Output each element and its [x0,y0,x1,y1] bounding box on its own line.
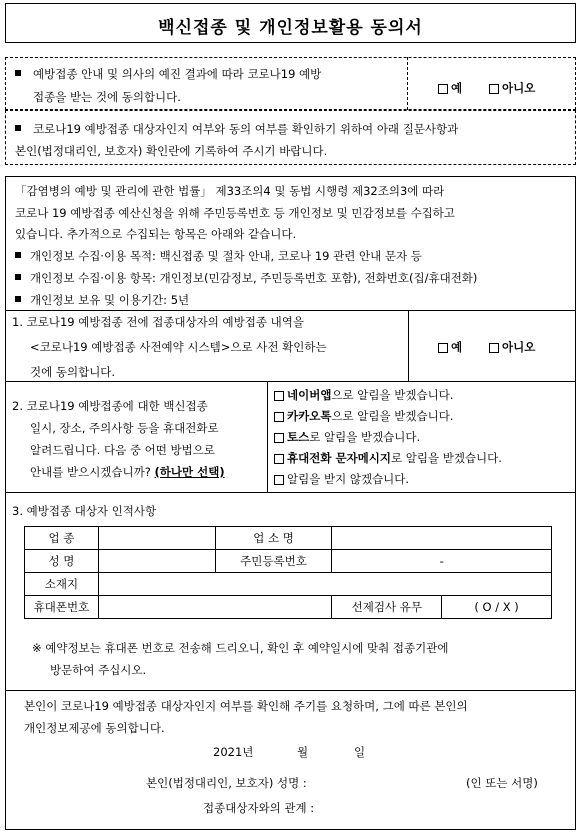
consent-divider [407,57,408,110]
notice-text-2: 본인(법정대리인, 보호자) 확인란에 기록하여 주시기 바랍니다. [15,144,328,158]
table-row [25,527,552,550]
rrn-field[interactable]: - [332,550,552,573]
label-address: 소재지 [25,573,99,596]
privacy-text-3: 있습니다. 추가적으로 수집되는 항목은 아래와 같습니다. [15,227,297,241]
q2-hint: (하나만 선택) [154,465,225,479]
q1-yes-option[interactable] [438,339,462,355]
footer-text-1: 본인이 코로나19 예방접종 대상자인지 여부를 확인해 주기를 요청하며, 그에 따른 본인의 [24,699,468,713]
label-name: 성 명 [25,550,99,573]
q1-divider [408,310,409,381]
q2-text-1: 2. 코로나19 예방접종에 대한 백신접종 [12,399,208,413]
checkbox-icon[interactable] [489,84,499,94]
option-bold: 휴대전화 문자메시지 [287,451,391,465]
q2-text-4 [30,464,225,480]
table-row [25,550,552,573]
q3-heading: 3. 예방접종 대상자 인적사항 [12,504,157,518]
q1-no-option[interactable] [489,339,535,355]
privacy-item-fields: 개인정보 수집·이용 항목: 개인정보(민감정보, 주민등록번호 포함), 전화번호(집/휴대전화) [30,271,478,285]
consent-yes-option[interactable] [438,80,462,96]
consent-text-1: 예방접종 안내 및 의사의 예진 결과에 따라 코로나19 예방 [33,67,322,81]
consent-yes-label: 예 [451,81,463,95]
bullet-icon [15,274,21,280]
industry-field[interactable] [98,527,215,550]
divider [5,492,576,493]
date-day: 일 [354,745,366,759]
label-rrn: 주민등록번호 [215,550,332,573]
option-label: 로 알림을 받겠습니다. [390,451,502,465]
checkbox-icon[interactable] [489,343,499,353]
option-label: 로 알림을 받겠습니다. [309,430,421,444]
consent-text-2: 접종을 받는 것에 동의합니다. [33,90,181,104]
option-bold: 토스 [287,430,310,444]
checkbox-icon[interactable] [274,433,284,443]
sign-note: (인 또는 서명) [466,776,538,790]
name-field[interactable] [98,550,215,573]
q2-option-naver[interactable] [274,387,454,403]
bullet-icon [15,70,21,76]
label-business: 업 소 명 [215,527,332,550]
title-box [5,3,576,43]
checkbox-icon[interactable] [438,84,448,94]
notice-text-1: 코로나19 예방접종 대상자인지 여부와 동의 여부를 확인하기 위하여 아래 질문사항과 [33,122,459,136]
label-industry: 업 종 [25,527,99,550]
relation-label: 접종대상자와의 관계 : [203,801,315,815]
q1-yes-label: 예 [451,340,463,354]
date-year: 2021년 [213,745,254,759]
q2-text-3: 알려드립니다. 다음 중 어떤 방법으로 [30,443,215,457]
footer-text-2: 개인정보제공에 동의합니다. [24,721,165,735]
q2-option-none[interactable] [274,471,409,487]
consent-no-option[interactable] [489,80,535,96]
q3-notice-1: ※ 예약정보는 휴대폰 번호로 전송해 드리오니, 확인 후 예약일시에 맞춰 접종기관에 [32,641,449,655]
option-bold: 카카오톡 [287,409,332,423]
q1-text-1: 1. 코로나19 예방접종 전에 접종대상자의 예방접종 내역을 [12,315,304,329]
prescreen-field[interactable]: ( O / X ) [442,596,552,619]
divider [5,381,576,382]
privacy-text-2: 코로나 19 예방접종 예산신청을 위해 주민등록번호 등 개인정보 및 민감정보를 수집하고 [15,206,455,220]
consent-no-label: 아니오 [502,81,536,95]
q3-notice-2: 방문하여 주십시오. [50,663,147,677]
bullet-icon [15,125,21,131]
checkbox-icon[interactable] [274,475,284,485]
checkbox-icon[interactable] [274,412,284,422]
label-prescreen: 선제검사 유무 [332,596,442,619]
date-month: 월 [297,745,309,759]
checkbox-icon[interactable] [274,391,284,401]
business-field[interactable] [332,527,552,550]
q2-option-sms[interactable] [274,450,502,466]
q2-question: 안내를 받으시겠습니까? [30,465,151,479]
checkbox-icon[interactable] [438,343,448,353]
address-field[interactable] [98,573,551,596]
checkbox-icon[interactable] [274,454,284,464]
privacy-text-1: 「감염병의 예방 및 관리에 관한 법률」 제33조의4 및 동법 시행령 제32조의3에 따라 [15,184,445,198]
privacy-item-retention: 개인정보 보유 및 이용기간: 5년 [30,293,190,307]
label-phone: 휴대폰번호 [25,596,99,619]
page-title: 백신접종 및 개인정보활용 동의서 [158,18,423,38]
bullet-icon [15,296,21,302]
option-label: 알림을 받지 않겠습니다. [287,472,410,486]
q2-divider [267,381,268,492]
table-row [25,596,552,619]
option-bold: 네이버앱 [287,388,332,402]
signer-label: 본인(법정대리인, 보호자) 성명 : [146,776,307,790]
table-row [25,573,552,596]
option-label: 으로 알림을 받겠습니다. [331,409,454,423]
option-label: 으로 알림을 받겠습니다. [331,388,454,402]
q1-text-2: <코로나19 예방접종 사전예약 시스템>으로 사전 확인하는 [30,340,327,354]
bullet-icon [15,252,21,258]
q1-no-label: 아니오 [502,340,536,354]
privacy-item-purpose: 개인정보 수집·이용 목적: 백신접종 및 절차 안내, 코로나 19 관련 안내 문자 등 [30,249,422,263]
divider [5,310,576,311]
q2-option-toss[interactable] [274,429,420,445]
divider [5,690,576,691]
personal-info-table [24,526,552,619]
q2-option-kakaotalk[interactable] [274,408,454,424]
q2-text-2: 일시, 장소, 주의사항 등을 휴대전화로 [30,421,219,435]
q1-text-3: 것에 동의합니다. [30,365,116,379]
phone-field[interactable] [98,596,332,619]
